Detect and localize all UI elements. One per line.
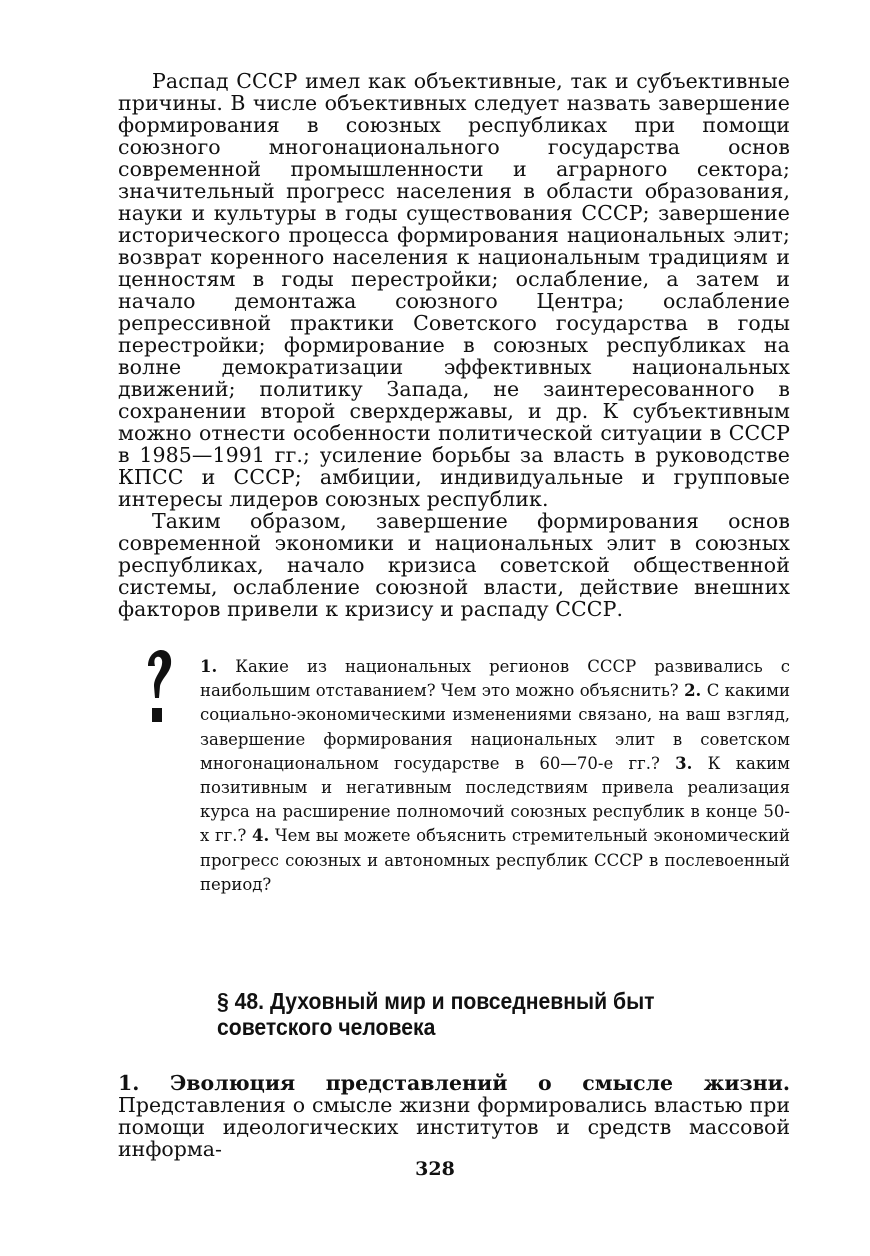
- question-mark-icon: [143, 650, 173, 728]
- question-3-text: К каким позитивным и негативным последствиям привела реализация курса на расширение полномочий союзных республик в конце 50-х гг.?: [200, 753, 790, 846]
- review-questions: [200, 655, 790, 897]
- page-number: 328: [415, 1158, 455, 1180]
- paragraph-causes: Распад СССР имел как объективные, так и субъективные причины. В числе объективных следует назвать завершение формирования в союзных республиках при помощи союзного многонационального государства основ современной промышленности и аграрного сектора; значительный прогресс населения в области образования, науки и культуры в годы существования СССР; завершение исторического процесса формирования национальных элит; возврат коренного населения к национальным традициям и ценностям в годы перестройки; ослабление, а затем и начало демонтажа союзного Центра; ослабление репрессивной практики Советского государства в годы перестройки; формирование в союзных республиках на волне демократизации эффективных национальных движений; политику Запада, не заинтересованного в сохранении второй сверхдержавы, и др. К субъективным можно отнести особенности политической ситуации в СССР в 1985—1991 гг.; усиление борьбы за власть в руководстве КПСС и СССР; амбиции, индивидуальные и групповые интересы лидеров союзных республик.: [118, 69, 790, 511]
- question-4-text: Чем вы можете объяснить стремительный экономический прогресс союзных и автономных республик СССР в послевоенный период?: [200, 826, 790, 894]
- paragraph-conclusion: Таким образом, завершение формирования основ современной экономики и национальных элит в союзных республиках, начало кризиса советской общественной системы, ослабление союзной власти, действие внешних факторов привели к кризису и распаду СССР.: [118, 509, 790, 621]
- main-text: [118, 70, 790, 620]
- subsection-title: 1. Эволюция представлений о смысле жизни.: [118, 1071, 790, 1095]
- subsection-body: Представления о смысле жизни формировались властью при помощи идеологических институтов и средств массовой информа-: [118, 1093, 790, 1161]
- question-1-text: Какие из национальных регионов СССР развивались с наибольшим отставанием? Чем это можно объяснить?: [200, 657, 790, 701]
- question-2-number: 2.: [684, 681, 702, 701]
- question-2-text: С какими социально-экономическими изменениями связано, на ваш взгляд, завершение формирования национальных элит в советском многонациональном государстве в 60—70-е гг.?: [200, 681, 791, 773]
- question-4-number: 4.: [251, 826, 270, 846]
- section-heading: § 48. Духовный мир и повседневный быт советского человека: [217, 988, 655, 1040]
- question-3-number: 3.: [675, 753, 693, 773]
- question-1-number: 1.: [200, 657, 218, 676]
- subsection-text: [118, 1072, 790, 1160]
